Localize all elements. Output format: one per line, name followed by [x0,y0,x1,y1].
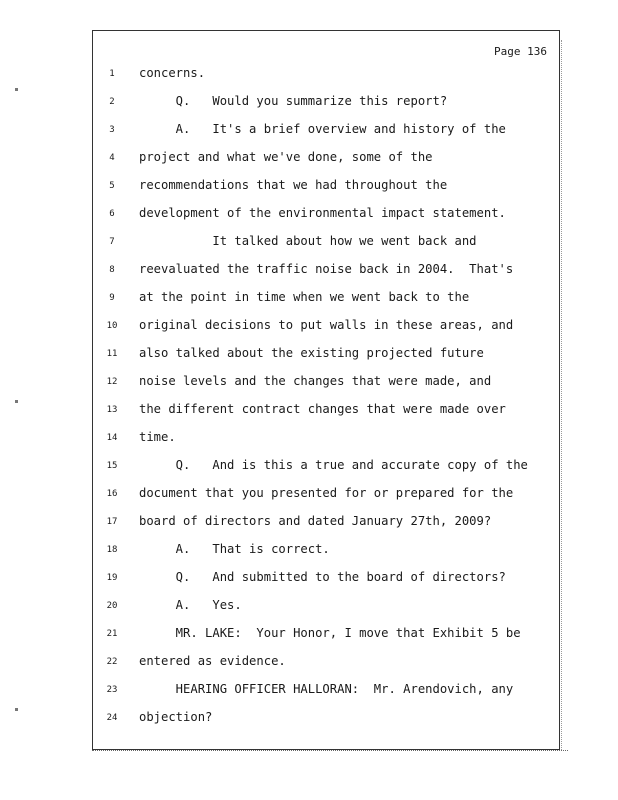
transcript-line [93,458,561,478]
line-text: document that you presented for or prepared for the [139,486,514,500]
line-number: 23 [106,685,118,695]
line-number: 18 [106,545,118,555]
line-text: board of directors and dated January 27th, 2009? [139,514,492,528]
transcript-line [93,710,561,730]
line-number: 21 [106,629,118,639]
line-number: 2 [109,97,115,107]
transcript-line [93,150,561,170]
line-number: 10 [106,321,118,331]
transcript-line [93,94,561,114]
transcript-line [93,682,561,702]
line-number: 4 [109,153,115,163]
line-text: reevaluated the traffic noise back in 2004. That's [139,262,514,276]
transcript-line [93,570,561,590]
line-text: also talked about the existing projected future [139,346,484,360]
line-number: 7 [109,237,115,247]
line-text: the different contract changes that were made over [139,402,506,416]
line-text: MR. LAKE: Your Honor, I move that Exhibit 5 be [139,626,521,640]
line-number: 20 [106,601,118,611]
transcript-line [93,66,561,86]
line-number: 14 [106,433,118,443]
transcript-line [93,654,561,674]
transcript-line [93,122,561,142]
line-number: 15 [106,461,118,471]
line-number: 6 [109,209,115,219]
transcript-line [93,486,561,506]
line-number: 17 [106,517,118,527]
line-text: time. [139,430,176,444]
line-text: A. Yes. [139,598,242,612]
transcript-line [93,290,561,310]
transcript-line [93,346,561,366]
line-text: Q. And submitted to the board of directors? [139,570,506,584]
line-text: project and what we've done, some of the [139,150,433,164]
transcript-line [93,402,561,422]
line-text: development of the environmental impact statement. [139,206,506,220]
line-number: 13 [106,405,118,415]
line-text: A. That is correct. [139,542,330,556]
line-number: 24 [106,713,118,723]
bottom-rule [92,750,568,753]
line-number: 3 [109,125,115,135]
line-text: recommendations that we had throughout the [139,178,448,192]
line-text: It talked about how we went back and [139,234,477,248]
scan-speck [15,88,18,91]
transcript-line [93,262,561,282]
line-number: 9 [109,293,115,303]
line-number: 22 [106,657,118,667]
line-number: 5 [109,181,115,191]
transcript-page [92,30,560,750]
page-number: Page 136 [494,45,547,58]
line-text: objection? [139,710,213,724]
transcript-line [93,178,561,198]
line-number: 16 [106,489,118,499]
line-number: 8 [109,265,115,275]
line-text: at the point in time when we went back to the [139,290,470,304]
line-text: noise levels and the changes that were made, and [139,374,492,388]
scan-speck [15,708,18,711]
transcript-line [93,318,561,338]
line-text: original decisions to put walls in these areas, and [139,318,514,332]
line-text: HEARING OFFICER HALLORAN: Mr. Arendovich, any [139,682,514,696]
line-number: 12 [106,377,118,387]
transcript-line [93,514,561,534]
line-text: Q. And is this a true and accurate copy of the [139,458,528,472]
scan-speck [15,400,18,403]
transcript-line [93,234,561,254]
line-number: 19 [106,573,118,583]
transcript-line [93,598,561,618]
transcript-line [93,206,561,226]
line-text: Q. Would you summarize this report? [139,94,448,108]
line-text: A. It's a brief overview and history of the [139,122,506,136]
transcript-line [93,542,561,562]
line-number: 1 [109,69,115,79]
line-text: concerns. [139,66,206,80]
transcript-line [93,626,561,646]
transcript-line [93,374,561,394]
line-text: entered as evidence. [139,654,286,668]
line-number: 11 [106,349,118,359]
transcript-line [93,430,561,450]
right-margin-rule [561,40,566,750]
